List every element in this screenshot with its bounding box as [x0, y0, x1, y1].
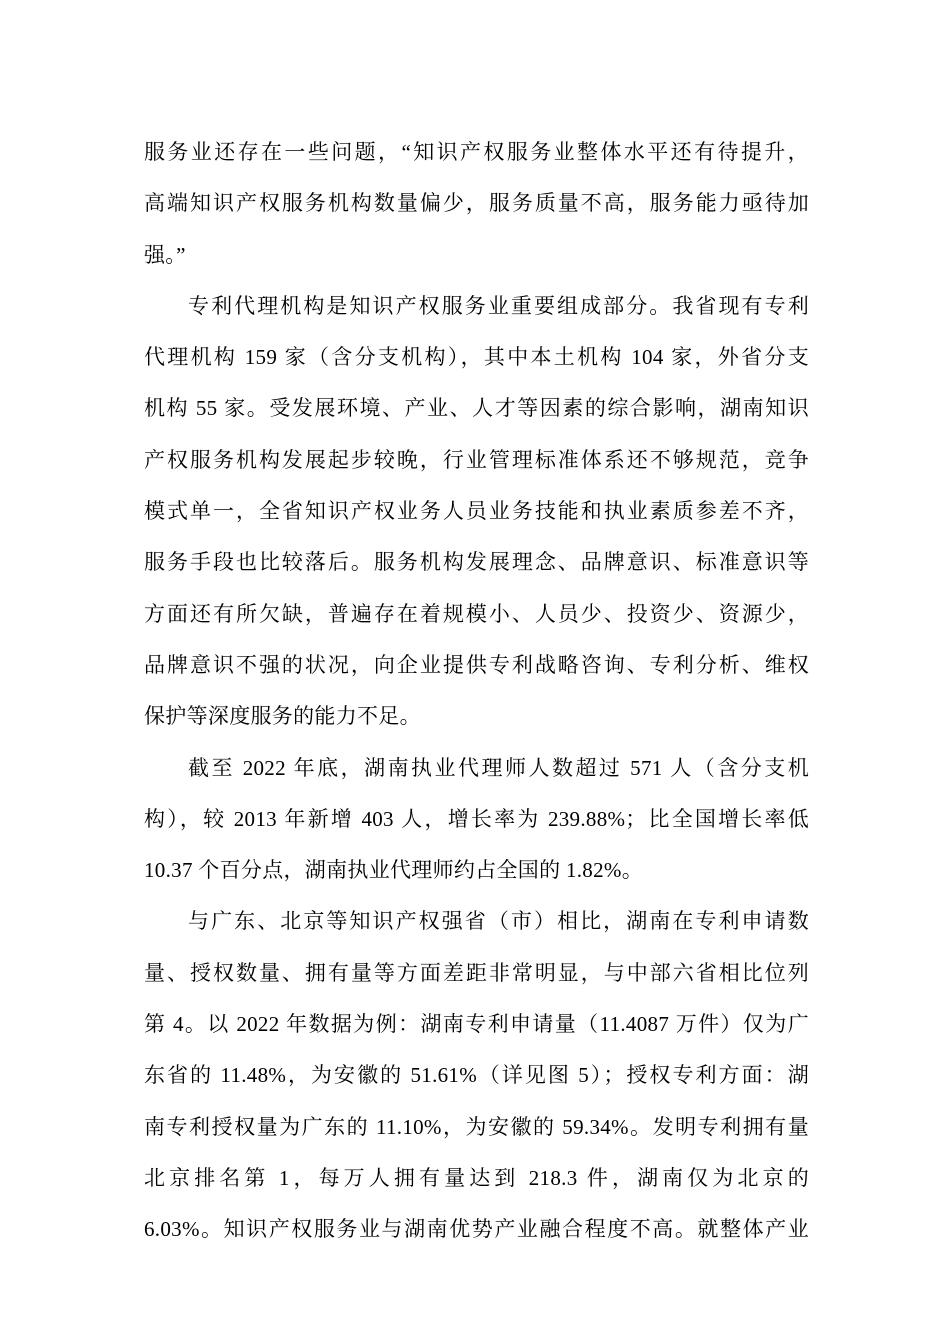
- text-line: 构），较 2013 年新增 403 人，增长率为 239.88%；比全国增长率低: [144, 806, 809, 831]
- text-line: 保护等深度服务的能力不足。: [144, 704, 421, 729]
- text-line: 品牌意识不强的状况，向企业提供专利战略咨询、专利分析、维权: [144, 652, 809, 677]
- paragraph-first-line: 与广东、北京等知识产权强省（市）相比，湖南在专利申请数: [188, 909, 809, 934]
- paragraph-first-line: 专利代理机构是知识产权服务业重要组成部分。我省现有专利: [188, 293, 809, 318]
- text-line: 方面还有所欠缺，普遍存在着规模小、人员少、投资少、资源少，: [144, 601, 809, 626]
- text-line: 高端知识产权服务机构数量偏少，服务质量不高，服务能力亟待加: [144, 191, 809, 216]
- text-line: 北京排名第 1，每万人拥有量达到 218.3 件，湖南仅为北京的: [144, 1165, 809, 1190]
- text-line: 6.03%。知识产权服务业与湖南优势产业融合程度不高。就整体产业: [144, 1217, 809, 1242]
- text-line: 机构 55 家。受发展环境、产业、人才等因素的综合影响，湖南知识: [144, 396, 809, 421]
- text-line: 第 4。以 2022 年数据为例：湖南专利申请量（11.4087 万件）仅为广: [144, 1012, 809, 1037]
- text-line: 强。”: [144, 242, 186, 267]
- text-line: 代理机构 159 家（含分支机构），其中本土机构 104 家，外省分支: [144, 345, 809, 370]
- text-line: 产权服务机构发展起步较晚，行业管理标准体系还不够规范，竞争: [144, 447, 809, 472]
- paragraph-first-line: 截至 2022 年底，湖南执业代理师人数超过 571 人（含分支机: [188, 755, 809, 780]
- text-line: 量、授权数量、拥有量等方面差距非常明显，与中部六省相比位列: [144, 960, 809, 985]
- text-line: 模式单一，全省知识产权业务人员业务技能和执业素质参差不齐，: [144, 499, 809, 524]
- text-line: 10.37 个百分点，湖南执业代理师约占全国的 1.82%。: [144, 858, 643, 883]
- text-line: 东省的 11.48%，为安徽的 51.61%（详见图 5）；授权专利方面：湖: [144, 1063, 809, 1088]
- text-line: 服务手段也比较落后。服务机构发展理念、品牌意识、标准意识等: [144, 550, 809, 575]
- text-line: 南专利授权量为广东的 11.10%，为安徽的 59.34%。发明专利拥有量: [144, 1114, 809, 1139]
- text-line: 服务业还存在一些问题，“知识产权服务业整体水平还有待提升，: [144, 140, 809, 164]
- body-text: [144, 127, 809, 1256]
